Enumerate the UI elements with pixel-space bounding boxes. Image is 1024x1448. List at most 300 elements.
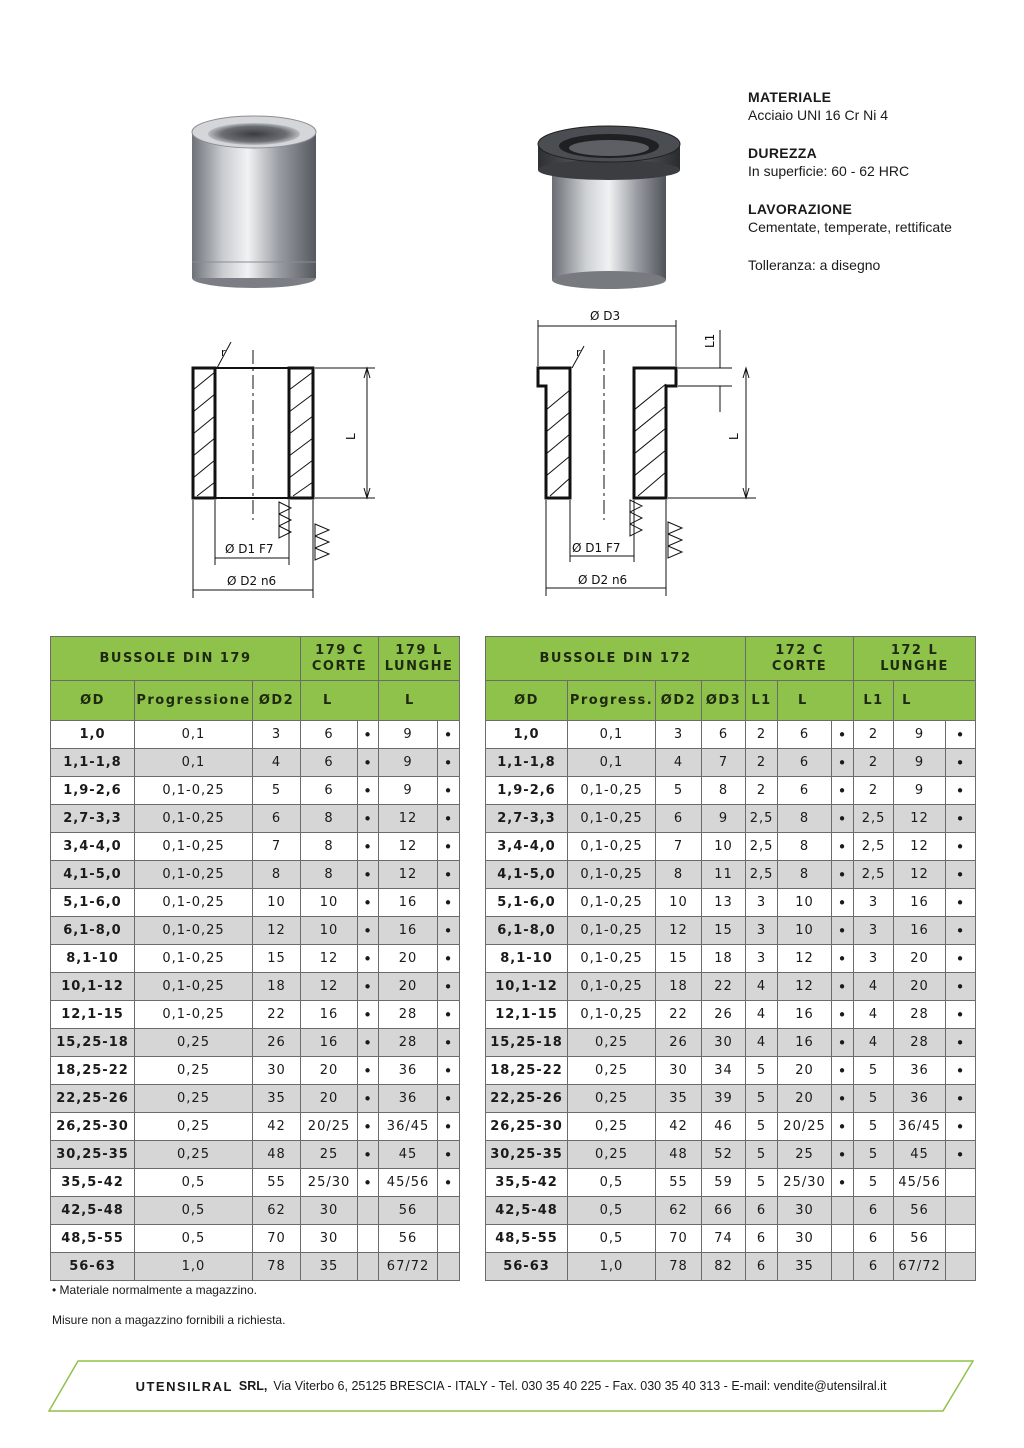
table-cell: • <box>358 805 379 833</box>
table-cell <box>832 1253 854 1281</box>
table-cell <box>438 1253 460 1281</box>
table-cell: 12 <box>778 945 832 973</box>
table-cell: 8,1-10 <box>486 945 568 973</box>
table-cell: 20 <box>778 1057 832 1085</box>
table-cell: 15,25-18 <box>486 1029 568 1057</box>
din179-table <box>50 636 460 1281</box>
table-cell: • <box>438 749 460 777</box>
table-row <box>486 973 976 1001</box>
table-cell: • <box>438 1113 460 1141</box>
d1-label-2: Ø D1 F7 <box>572 541 621 555</box>
table-cell: 5 <box>854 1057 894 1085</box>
table-title: BUSSOLE DIN 172 <box>486 637 746 681</box>
table-cell: • <box>438 833 460 861</box>
table-cell: 20 <box>301 1057 358 1085</box>
din172-table <box>485 636 976 1281</box>
table-cell: 56-63 <box>51 1253 135 1281</box>
table-cell: 9 <box>894 749 946 777</box>
table-row <box>486 1057 976 1085</box>
table-row <box>486 889 976 917</box>
table-cell: 8 <box>253 861 301 889</box>
durezza-heading: DUREZZA <box>748 145 817 161</box>
table-row <box>486 945 976 973</box>
table-cell: 5 <box>854 1085 894 1113</box>
table-row <box>51 1141 460 1169</box>
table-cell: 12 <box>894 833 946 861</box>
table-cell: 8 <box>301 861 358 889</box>
table-cell: 8 <box>778 833 832 861</box>
table-cell: 4,1-5,0 <box>51 861 135 889</box>
table-cell: 6 <box>253 805 301 833</box>
table-cell: • <box>946 973 976 1001</box>
col-header: ØD3 <box>702 681 746 721</box>
table-cell: 30 <box>656 1057 702 1085</box>
table-cell: 22 <box>656 1001 702 1029</box>
r-label-2: r <box>576 346 581 359</box>
table-row <box>51 861 460 889</box>
table-cell: 4 <box>253 749 301 777</box>
table-cell: • <box>946 917 976 945</box>
table-cell: 0,1-0,25 <box>568 861 656 889</box>
table-cell: 22,25-26 <box>51 1085 135 1113</box>
table-cell: • <box>946 749 976 777</box>
table-cell: 3 <box>746 917 778 945</box>
table-cell: 78 <box>656 1253 702 1281</box>
table-row <box>51 833 460 861</box>
table-cell: 26 <box>702 1001 746 1029</box>
table-cell <box>946 1225 976 1253</box>
table-cell: 0,1-0,25 <box>135 861 253 889</box>
table-cell: 20 <box>379 945 438 973</box>
table-row <box>51 1001 460 1029</box>
table-cell: 35 <box>656 1085 702 1113</box>
company-suffix: SRL, <box>238 1379 268 1393</box>
table-cell: 45/56 <box>379 1169 438 1197</box>
table-cell <box>946 1253 976 1281</box>
table-cell: 3 <box>746 945 778 973</box>
table-cell: 12,1-15 <box>51 1001 135 1029</box>
table-cell: 6 <box>854 1253 894 1281</box>
table-cell: 5 <box>854 1113 894 1141</box>
table-cell: 15,25-18 <box>51 1029 135 1057</box>
table-cell: 5 <box>854 1169 894 1197</box>
table-cell: 3 <box>253 721 301 749</box>
table-cell: 15 <box>656 945 702 973</box>
table-cell: 20 <box>778 1085 832 1113</box>
table-cell: 12 <box>379 805 438 833</box>
table-cell: 34 <box>702 1057 746 1085</box>
table-cell: 20 <box>894 945 946 973</box>
table-cell: 6 <box>301 749 358 777</box>
table-cell: 0,1 <box>135 721 253 749</box>
table-cell: 18 <box>702 945 746 973</box>
table-row <box>51 889 460 917</box>
footer <box>48 1360 974 1412</box>
table-cell: 28 <box>894 1001 946 1029</box>
table-cell: 10 <box>301 917 358 945</box>
table-row <box>486 1197 976 1225</box>
table-cell: 0,25 <box>568 1085 656 1113</box>
table-cell: 1,0 <box>486 721 568 749</box>
table-cell: 0,25 <box>135 1141 253 1169</box>
table-cell: 5 <box>746 1169 778 1197</box>
table-cell: • <box>946 777 976 805</box>
table-cell: • <box>832 749 854 777</box>
table-row <box>486 1029 976 1057</box>
table-cell: 13 <box>702 889 746 917</box>
table-cell: • <box>358 1141 379 1169</box>
table-cell: 8 <box>301 805 358 833</box>
table-cell: 9 <box>702 805 746 833</box>
table-cell: 0,25 <box>135 1057 253 1085</box>
footer-text <box>48 1360 974 1412</box>
table-cell: 16 <box>894 917 946 945</box>
table-cell: • <box>946 889 976 917</box>
table-cell: 56-63 <box>486 1253 568 1281</box>
table-cell: • <box>946 945 976 973</box>
table-row <box>486 1169 976 1197</box>
table-cell: • <box>946 1001 976 1029</box>
table-row <box>51 1197 460 1225</box>
table-cell: 66 <box>702 1197 746 1225</box>
table-cell: 0,5 <box>568 1225 656 1253</box>
table-cell: 45/56 <box>894 1169 946 1197</box>
table-cell: 16 <box>894 889 946 917</box>
table-cell: • <box>358 861 379 889</box>
table-cell: 2 <box>746 777 778 805</box>
table-cell: 30 <box>778 1225 832 1253</box>
table-cell: 8,1-10 <box>51 945 135 973</box>
table-cell: 2,5 <box>854 861 894 889</box>
table-row <box>486 721 976 749</box>
table-cell: • <box>832 945 854 973</box>
table-cell: • <box>438 973 460 1001</box>
table-cell: 67/72 <box>379 1253 438 1281</box>
table-cell: 42,5-48 <box>51 1197 135 1225</box>
table-cell <box>438 1225 460 1253</box>
table-cell: 25/30 <box>301 1169 358 1197</box>
table-cell: 52 <box>702 1141 746 1169</box>
table-cell: 67/72 <box>894 1253 946 1281</box>
table-cell: 10,1-12 <box>486 973 568 1001</box>
table-cell: 3,4-4,0 <box>51 833 135 861</box>
table-row <box>486 1253 976 1281</box>
table-cell: 10 <box>253 889 301 917</box>
table-cell: • <box>832 805 854 833</box>
table-cell: 16 <box>379 917 438 945</box>
table-row <box>51 945 460 973</box>
request-note: Misure non a magazzino fornibili a richiesta. <box>52 1313 286 1327</box>
table-cell: 3 <box>854 889 894 917</box>
table-cell: 6,1-8,0 <box>51 917 135 945</box>
table-cell: • <box>358 1085 379 1113</box>
table-cell: • <box>358 945 379 973</box>
table-cell: 1,1-1,8 <box>51 749 135 777</box>
table-cell: 1,0 <box>135 1253 253 1281</box>
group-header-lunghe: 172 L LUNGHE <box>854 637 976 681</box>
table-cell: 8 <box>656 861 702 889</box>
table-cell: 7 <box>656 833 702 861</box>
table-cell: 0,25 <box>568 1057 656 1085</box>
table-row <box>51 1253 460 1281</box>
table-cell: 12,1-15 <box>486 1001 568 1029</box>
table-cell: 62 <box>656 1197 702 1225</box>
table-body <box>51 721 460 1281</box>
table-cell: 36 <box>379 1085 438 1113</box>
table-cell: 26,25-30 <box>486 1113 568 1141</box>
table-cell: • <box>832 861 854 889</box>
table-cell: 0,1-0,25 <box>568 1001 656 1029</box>
table-row <box>486 749 976 777</box>
table-cell: 5,1-6,0 <box>51 889 135 917</box>
lavorazione-heading: LAVORAZIONE <box>748 201 853 217</box>
table-cell: 0,1-0,25 <box>135 917 253 945</box>
table-cell: 22 <box>253 1001 301 1029</box>
table-cell: 16 <box>301 1001 358 1029</box>
col-header: Progressione <box>135 681 253 721</box>
table-cell <box>358 1225 379 1253</box>
table-cell: 0,25 <box>568 1029 656 1057</box>
table-cell: 56 <box>894 1197 946 1225</box>
table-cell: 35,5-42 <box>486 1169 568 1197</box>
col-header: Progress. <box>568 681 656 721</box>
table-cell: • <box>438 1141 460 1169</box>
d3-label: Ø D3 <box>590 309 621 323</box>
table-cell: 59 <box>702 1169 746 1197</box>
table-cell: 16 <box>379 889 438 917</box>
table-row <box>486 917 976 945</box>
company-address: Via Viterbo 6, 25125 BRESCIA - ITALY - Tel. 030 35 40 225 - Fax. 030 35 40 313 - E-mail: vendite@utensilral.it <box>273 1379 887 1393</box>
table-cell: 0,1-0,25 <box>568 973 656 1001</box>
table-cell: 2,7-3,3 <box>486 805 568 833</box>
table-cell: 12 <box>894 805 946 833</box>
materiale-heading: MATERIALE <box>748 89 832 105</box>
table-cell: • <box>358 917 379 945</box>
table-cell: • <box>832 1113 854 1141</box>
table-cell: • <box>358 833 379 861</box>
table-cell: 12 <box>894 861 946 889</box>
table-cell: • <box>358 749 379 777</box>
table-cell: 18 <box>656 973 702 1001</box>
table-cell: • <box>358 777 379 805</box>
table-cell: • <box>358 721 379 749</box>
table-cell: 8 <box>778 861 832 889</box>
table-cell: • <box>832 889 854 917</box>
col-header: ØD <box>51 681 135 721</box>
table-cell: 36 <box>379 1057 438 1085</box>
table-row <box>51 721 460 749</box>
table-cell: • <box>358 1113 379 1141</box>
table-cell: • <box>358 1001 379 1029</box>
table-cell: 3 <box>746 889 778 917</box>
table-cell: 30 <box>253 1057 301 1085</box>
table-row <box>51 1225 460 1253</box>
r-label: r <box>221 346 226 359</box>
table-row <box>51 777 460 805</box>
table-cell: 35,5-42 <box>51 1169 135 1197</box>
table-cell: 0,1-0,25 <box>568 777 656 805</box>
table-cell: 0,1-0,25 <box>568 833 656 861</box>
table-cell: • <box>832 833 854 861</box>
table-cell: 0,5 <box>135 1225 253 1253</box>
table-cell: 6 <box>778 721 832 749</box>
table-row <box>51 1057 460 1085</box>
table-cell: 35 <box>253 1085 301 1113</box>
table-cell: 4,1-5,0 <box>486 861 568 889</box>
table-row <box>51 1085 460 1113</box>
table-cell: 2 <box>746 721 778 749</box>
table-cell: • <box>946 1057 976 1085</box>
group-header-corte: 179 C CORTE <box>301 637 379 681</box>
table-cell: • <box>946 1029 976 1057</box>
table-cell: 0,5 <box>135 1169 253 1197</box>
table-cell: • <box>832 1057 854 1085</box>
table-cell: 70 <box>656 1225 702 1253</box>
group-header-corte: 172 C CORTE <box>746 637 854 681</box>
table-cell <box>832 1225 854 1253</box>
table-cell: 18,25-22 <box>51 1057 135 1085</box>
materiale-value: Acciaio UNI 16 Cr Ni 4 <box>748 107 889 123</box>
table-cell: • <box>438 1001 460 1029</box>
table-cell: 6 <box>778 749 832 777</box>
table-cell: 2,5 <box>746 833 778 861</box>
table-cell: 2,5 <box>746 861 778 889</box>
table-cell: 30 <box>301 1225 358 1253</box>
table-cell: 0,1-0,25 <box>135 833 253 861</box>
table-row <box>486 861 976 889</box>
table-cell: 4 <box>656 749 702 777</box>
table-cell: • <box>832 721 854 749</box>
table-cell: 25 <box>301 1141 358 1169</box>
table-cell: 3 <box>656 721 702 749</box>
table-cell: 12 <box>379 833 438 861</box>
table-cell: 0,1-0,25 <box>135 1001 253 1029</box>
table-cell: • <box>438 1057 460 1085</box>
table-cell: 0,25 <box>568 1113 656 1141</box>
table-cell: 2 <box>746 749 778 777</box>
table-row <box>486 1141 976 1169</box>
table-cell: • <box>946 1113 976 1141</box>
table-cell: 25 <box>778 1141 832 1169</box>
table-cell: 48,5-55 <box>486 1225 568 1253</box>
table-cell: 0,1-0,25 <box>568 805 656 833</box>
table-cell: 5 <box>746 1057 778 1085</box>
table-cell: 0,1-0,25 <box>135 945 253 973</box>
table-cell: 0,1-0,25 <box>135 973 253 1001</box>
table-cell: • <box>438 777 460 805</box>
table-cell: 70 <box>253 1225 301 1253</box>
table-cell: 6 <box>746 1197 778 1225</box>
col-header: L <box>301 681 379 721</box>
table-row <box>486 1225 976 1253</box>
table-row <box>486 777 976 805</box>
table-cell: 30,25-35 <box>486 1141 568 1169</box>
table-cell: 3 <box>854 945 894 973</box>
l-label-2: L <box>727 433 741 440</box>
durezza-value: In superficie: 60 - 62 HRC <box>748 163 910 179</box>
material-info <box>748 88 1008 294</box>
table-cell: 5 <box>656 777 702 805</box>
table-cell: 39 <box>702 1085 746 1113</box>
col-header: L1 <box>854 681 894 721</box>
table-cell: 1,0 <box>51 721 135 749</box>
table-cell: 6,1-8,0 <box>486 917 568 945</box>
table-cell: 20 <box>894 973 946 1001</box>
din179-drawing <box>175 320 405 610</box>
table-cell: 18,25-22 <box>486 1057 568 1085</box>
table-cell: 4 <box>746 973 778 1001</box>
table-cell: 5 <box>746 1113 778 1141</box>
table-cell: 12 <box>379 861 438 889</box>
table-cell: 4 <box>746 1001 778 1029</box>
table-cell <box>358 1197 379 1225</box>
table-cell: 0,5 <box>568 1169 656 1197</box>
d1-label: Ø D1 F7 <box>225 542 274 556</box>
table-cell: 25/30 <box>778 1169 832 1197</box>
table-cell: 3,4-4,0 <box>486 833 568 861</box>
table-cell: 5 <box>746 1085 778 1113</box>
table-cell: 11 <box>702 861 746 889</box>
table-cell: • <box>358 1169 379 1197</box>
table-cell: 9 <box>379 749 438 777</box>
table-cell: 9 <box>894 721 946 749</box>
table-cell: 8 <box>778 805 832 833</box>
table-cell: • <box>946 833 976 861</box>
table-cell: • <box>832 917 854 945</box>
table-cell: • <box>438 1085 460 1113</box>
table-cell: • <box>438 1169 460 1197</box>
table-row <box>51 1169 460 1197</box>
table-cell: • <box>358 1029 379 1057</box>
table-cell <box>946 1169 976 1197</box>
table-cell: 10 <box>656 889 702 917</box>
table-cell: 2,7-3,3 <box>51 805 135 833</box>
table-cell: 9 <box>379 721 438 749</box>
table-cell: 28 <box>379 1001 438 1029</box>
table-cell: 0,5 <box>568 1197 656 1225</box>
table-cell: • <box>438 945 460 973</box>
table-cell: 22,25-26 <box>486 1085 568 1113</box>
table-cell: 5 <box>746 1141 778 1169</box>
table-cell: 0,1-0,25 <box>135 805 253 833</box>
table-cell: 9 <box>894 777 946 805</box>
table-cell: 16 <box>301 1029 358 1057</box>
table-title: BUSSOLE DIN 179 <box>51 637 301 681</box>
table-cell: 28 <box>894 1029 946 1057</box>
table-cell: 8 <box>301 833 358 861</box>
table-cell: 26 <box>656 1029 702 1057</box>
table-cell: 12 <box>301 945 358 973</box>
table-cell: 30,25-35 <box>51 1141 135 1169</box>
table-cell: 48 <box>656 1141 702 1169</box>
table-cell: 18 <box>253 973 301 1001</box>
table-cell: 5 <box>854 1141 894 1169</box>
table-row <box>51 1029 460 1057</box>
table-cell: 48,5-55 <box>51 1225 135 1253</box>
table-cell: • <box>946 1085 976 1113</box>
table-cell: 26,25-30 <box>51 1113 135 1141</box>
table-cell: 10 <box>778 917 832 945</box>
col-header: L <box>894 681 976 721</box>
table-cell: • <box>358 889 379 917</box>
table-cell: 20/25 <box>301 1113 358 1141</box>
table-cell <box>946 1197 976 1225</box>
table-cell: 10 <box>778 889 832 917</box>
table-cell: • <box>438 861 460 889</box>
table-cell: 10 <box>301 889 358 917</box>
table-cell: • <box>946 721 976 749</box>
table-cell: 2 <box>854 777 894 805</box>
